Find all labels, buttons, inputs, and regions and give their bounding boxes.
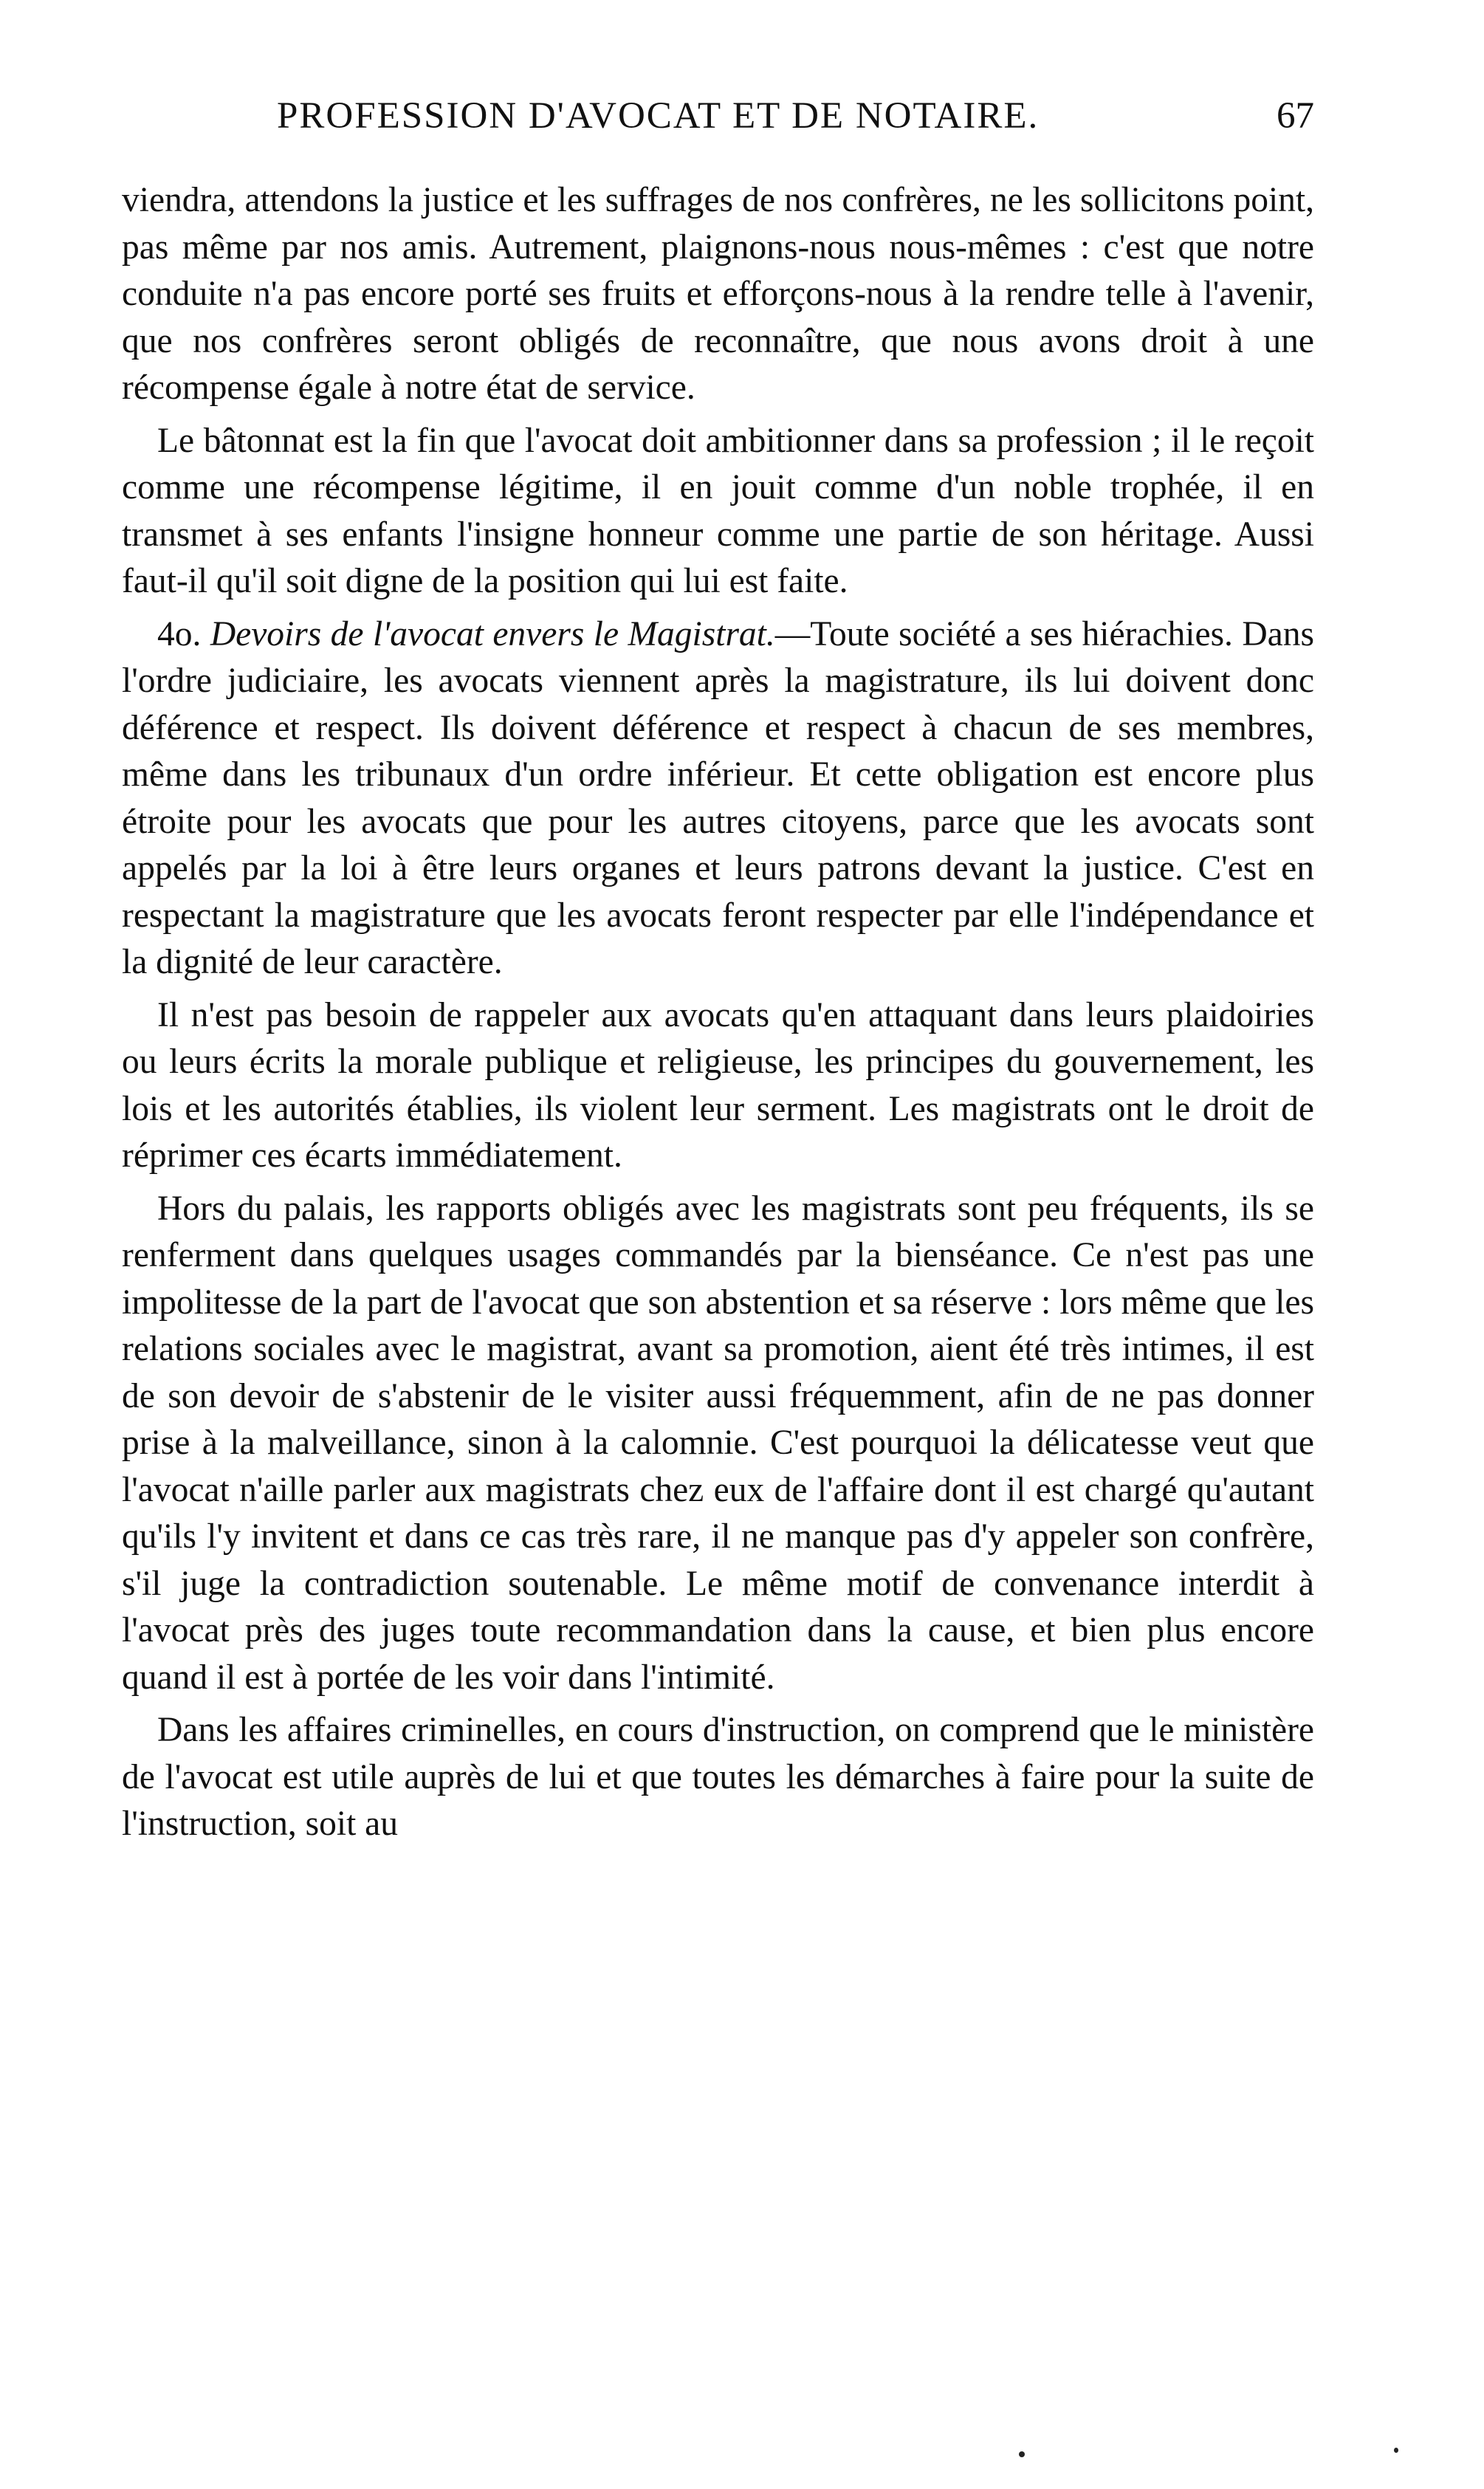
running-title: PROFESSION D'AVOCAT ET DE NOTAIRE. xyxy=(277,95,1040,137)
section-number: 4o. xyxy=(157,614,202,653)
text-body xyxy=(122,177,1314,1854)
ink-speck xyxy=(1394,2448,1398,2453)
paragraph-affaires-criminelles: Dans les affaires criminelles, en cours d'instruction, on comprend que le ministère de l'avocat est utile auprès de lui et que toutes les démarches à faire pour la suite de l'instruction, soit au xyxy=(122,1711,1314,1843)
paragraph-hors-du-palais: Hors du palais, les rapports obligés avec les magistrats sont peu fréquents, ils se renferment dans quelques usages commandés par la bienséance. Ce n'est pas une impolitesse de la part de l'avocat que son abstention et sa réserve : lors même que les relations sociales avec le magistrat, avant sa promotion, aient été très intimes, il est de son devoir de s'abstenir de le visiter aussi fréquemment, afin de ne pas donner prise à la malveillance, sinon à la calomnie. C'est pourquoi la délicatesse veut que l'avocat n'aille parler aux magistrats chez eux de l'affaire dont il est chargé qu'autant qu'ils l'y invitent et dans ce cas très rare, il ne manque pas d'y appeler son confrère, s'il juge la contradiction soutenable. Le même motif de convenance interdit à l'avocat près des juges toute recommandation dans la cause, et bien plus encore quand il est à portée de les voir dans l'intimité. xyxy=(122,1189,1314,1697)
section-devoirs-magistrat xyxy=(122,611,1314,986)
section-text: —Toute société a ses hiérachies. Dans l'ordre judiciaire, les avocats viennent après la magistrature, ils lui doivent donc déférence et respect. Ils doivent déférence et respect à chacun de ses membres, même dans les tribunaux d'un ordre inférieur. Et cette obligation est encore plus étroite pour les avocats que pour les autres citoyens, parce que les avocats sont appelés par la loi à être leurs organes et leurs patrons devant la justice. C'est en respectant la magistrature que les avocats feront respecter par elle l'indépendance et la dignité de leur caractère. xyxy=(122,614,1314,981)
ink-speck xyxy=(1019,2451,1025,2457)
paragraph-serment: Il n'est pas besoin de rappeler aux avocats qu'en attaquant dans leurs plaidoiries ou leurs écrits la morale publique et religieuse, les principes du gouvernement, les lois et les autorités établies, ils violent leur serment. Les magistrats ont le droit de réprimer ces écarts immédiatement. xyxy=(122,995,1314,1175)
section-title: Devoirs de l'avocat envers le Magistrat. xyxy=(210,614,775,653)
paragraph-continuation: viendra, attendons la justice et les suffrages de nos confrères, ne les sollicitons point, pas même par nos amis. Autrement, plaignons-nous nous-mêmes : c'est que notre conduite n'a pas encore porté ses fruits et efforçons-nous à la rendre telle à l'avenir, que nos confrères seront obligés de reconnaître, que nous avons droit à une récompense égale à notre état de service. xyxy=(122,181,1314,407)
running-head xyxy=(122,95,1314,146)
page-number: 67 xyxy=(1277,95,1314,137)
paragraph-batonnat: Le bâtonnat est la fin que l'avocat doit ambitionner dans sa profession ; il le reçoit comme une récompense légitime, il en jouit comme d'un noble trophée, il en transmet à ses enfants l'insigne honneur comme une partie de son héritage. Aussi faut-il qu'il soit digne de la position qui lui est faite. xyxy=(122,421,1314,600)
